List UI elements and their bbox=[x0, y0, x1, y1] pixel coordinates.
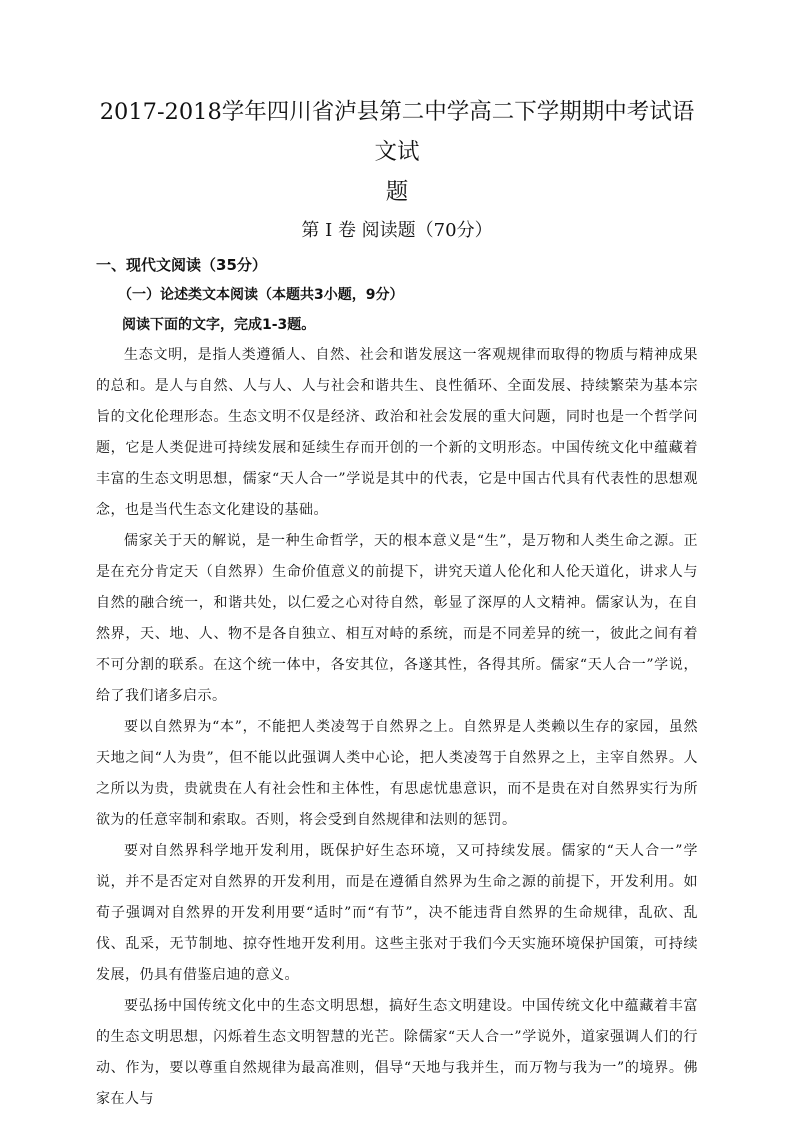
section-heading: 一、现代文阅读（35分） bbox=[96, 256, 267, 274]
paragraph: 要以自然界为“本”，不能把人类凌驾于自然界之上。自然界是人类赖以生存的家园，虽然天地之间“人为贵”，但不能以此强调人类中心论，把人类凌驾于自然界之上，主宰自然界。人之所以为贵，贵就贵在人有社会性和主体性，有思虑忧患意识，而不是贵在对自然界实行为所欲为的任意宰制和索取。否则，将会受到自然规律和法则的惩罚。 bbox=[96, 719, 698, 828]
document-title-line1: 2017-2018学年四川省泸县第二中学高二下学期期中考试语文试 bbox=[99, 99, 695, 165]
paragraph: 要对自然界科学地开发利用，既保护好生态环境，又可持续发展。儒家的“天人合一”学说，并不是否定对自然界的开发利用，而是在遵循自然界为生命之源的前提下，开发利用。如荀子强调对自然界的开发利用要“适时”而“有节”，决不能违背自然界的生命规律，乱砍、乱伐、乱采，无节制地、掠夺性地开发利用。这些主张对于我们今天实施环境保护国策，可持续发展，仍具有借鉴启迪的意义。 bbox=[96, 843, 698, 983]
paragraph: 生态文明，是指人类遵循人、自然、社会和谐发展这一客观规律而取得的物质与精神成果的总和。是人与自然、人与人、人与社会和谐共生、良性循环、全面发展、持续繁荣为基本宗旨的文化伦理形态。生态文明不仅是经济、政治和社会发展的重大问题，同时也是一个哲学问题，它是人类促进可持续发展和延续生存而开创的一个新的文明形态。中国传统文化中蕴藏着丰富的生态文明思想，儒家“天人合一”学说是其中的代表，它是中国古代具有代表性的思想观念，也是当代生态文化建设的基础。 bbox=[96, 347, 698, 518]
document-title bbox=[96, 92, 698, 212]
paragraph: 要弘扬中国传统文化中的生态文明思想，搞好生态文明建设。中国传统文化中蕴藏着丰富的生态文明思想，闪烁着生态文明智慧的光芒。除儒家“天人合一”学说外，道家强调人们的行动、作为，要以尊重自然规律为最高准则，倡导“天地与我并生，而万物与我为一”的境界。佛家在人与 bbox=[96, 998, 698, 1107]
subsection-heading: （一）论述类文本阅读（本题共3小题，9分） bbox=[118, 287, 404, 303]
paragraph: 儒家关于天的解说，是一种生命哲学，天的根本意义是“生”，是万物和人类生命之源。正是在充分肯定天（自然界）生命价值意义的前提下，讲究天道人伦化和人伦天道化，讲求人与自然的融合统一，和谐共处，以仁爱之心对待自然，彰显了深厚的人文精神。儒家认为，在自然界，天、地、人、物不是各自独立、相互对峙的系统，而是不同差异的统一，彼此之间有着不可分割的联系。在这个统一体中，各安其位，各遂其性，各得其所。儒家“天人合一”学说，给了我们诸多启示。 bbox=[96, 533, 698, 704]
part-title: 第 I 卷 阅读题（70分） bbox=[301, 220, 493, 241]
document-title-line2: 题 bbox=[385, 179, 409, 205]
reading-instruction: 阅读下面的文字，完成1-3题。 bbox=[122, 317, 316, 333]
